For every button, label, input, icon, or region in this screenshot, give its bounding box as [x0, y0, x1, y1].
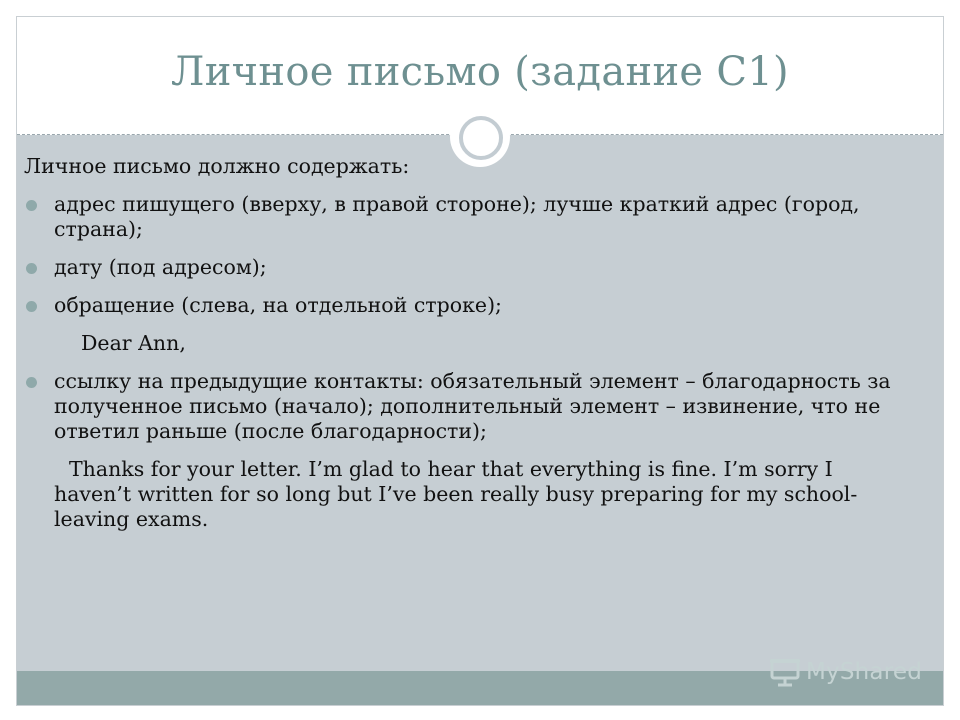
example-letter-text: Thanks for your letter. I’m glad to hear that everything is fine. I’m sorry I haven’t written for so long but I’ve been really busy preparing for my school-leaving exams. [54, 457, 858, 531]
bullet-greeting: обращение (слева, на отдельной строке); [24, 293, 904, 318]
presentation-board-icon [768, 657, 802, 687]
example-greeting: Dear Ann, [81, 331, 186, 355]
slide-body [24, 154, 904, 532]
bullet-date: дату (под адресом); [24, 255, 904, 280]
bullet-address: адрес пишущего (вверху, в правой стороне); лучше краткий адрес (город, страна); [24, 192, 904, 242]
watermark-text: MyShared [806, 659, 923, 685]
intro-text: Личное письмо должно содержать: [24, 154, 410, 178]
slide-title: Личное письмо (задание С1) [171, 49, 789, 95]
watermark [768, 656, 922, 688]
bullet-previous-contacts: ссылку на предыдущие контакты: обязательный элемент – благодарность за полученное письмо (начало); дополнительный элемент – извинение, что не ответил раньше (после благодарности); [24, 369, 904, 444]
